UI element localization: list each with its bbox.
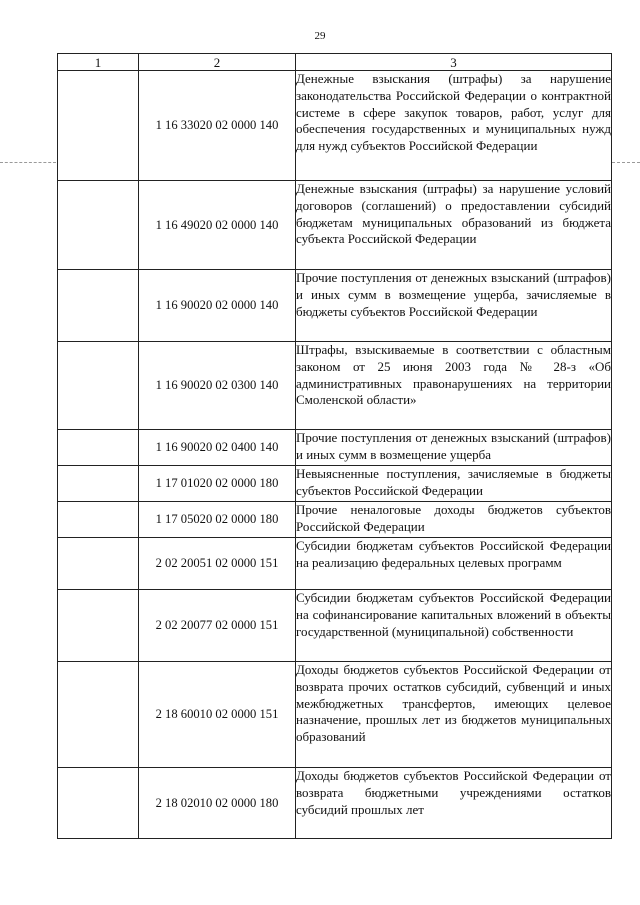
table-row <box>58 71 612 181</box>
row-code: 1 16 90020 02 0400 140 <box>139 430 296 466</box>
row-code: 1 17 01020 02 0000 180 <box>139 466 296 502</box>
scan-artifact-line-left <box>0 162 56 163</box>
row-description: Штрафы, взыскиваемые в соответствии с областным законом от 25 июня 2003 года № 28-з «Об административных правонарушениях на территории Смоленской области» <box>296 342 612 430</box>
table-row <box>58 466 612 502</box>
table-row <box>58 181 612 270</box>
row-code: 2 02 20077 02 0000 151 <box>139 590 296 662</box>
column-header-3: 3 <box>296 54 612 71</box>
table-header-row <box>58 54 612 71</box>
scan-artifact-line-right <box>612 162 640 163</box>
table-row <box>58 662 612 768</box>
row-code: 2 18 02010 02 0000 180 <box>139 768 296 839</box>
row-description: Субсидии бюджетам субъектов Российской Федерации на софинансирование капитальных вложений в объекты государственной (муниципальной) собственности <box>296 590 612 662</box>
row-code: 2 02 20051 02 0000 151 <box>139 538 296 590</box>
row-empty-cell <box>58 466 139 502</box>
row-description: Денежные взыскания (штрафы) за нарушение условий договоров (соглашений) о предоставлении субсидий бюджетам муниципальных образований из бюджета субъекта Российской Федерации <box>296 181 612 270</box>
row-empty-cell <box>58 181 139 270</box>
row-empty-cell <box>58 430 139 466</box>
row-code: 1 16 33020 02 0000 140 <box>139 71 296 181</box>
table-row <box>58 502 612 538</box>
row-description: Прочие поступления от денежных взысканий (штрафов) и иных сумм в возмещение ущерба, зачисляемые в бюджеты субъектов Российской Федерации <box>296 270 612 342</box>
row-empty-cell <box>58 768 139 839</box>
row-empty-cell <box>58 342 139 430</box>
row-description: Субсидии бюджетам субъектов Российской Федерации на реализацию федеральных целевых программ <box>296 538 612 590</box>
column-header-1: 1 <box>58 54 139 71</box>
row-code: 2 18 60010 02 0000 151 <box>139 662 296 768</box>
page-number: 29 <box>314 30 326 42</box>
table-row <box>58 270 612 342</box>
row-description: Денежные взыскания (штрафы) за нарушение законодательства Российской Федерации о контрактной системе в сфере закупок товаров, работ, услуг для обеспечения государственных и муниципальных нужд для нужд субъектов Российской Федерации <box>296 71 612 181</box>
table-row <box>58 538 612 590</box>
row-empty-cell <box>58 502 139 538</box>
table-row <box>58 768 612 839</box>
row-description: Доходы бюджетов субъектов Российской Федерации от возврата бюджетными учреждениями остатков субсидий прошлых лет <box>296 768 612 839</box>
row-description: Доходы бюджетов субъектов Российской Федерации от возврата прочих остатков субсидий, субвенций и иных межбюджетных трансфертов, имеющих целевое назначение, прошлых лет из бюджетов муниципальных образований <box>296 662 612 768</box>
revenue-codes-table <box>57 53 612 839</box>
row-description: Прочие неналоговые доходы бюджетов субъектов Российской Федерации <box>296 502 612 538</box>
row-empty-cell <box>58 662 139 768</box>
row-empty-cell <box>58 71 139 181</box>
table-row <box>58 590 612 662</box>
table-row <box>58 430 612 466</box>
table-row <box>58 342 612 430</box>
row-description: Прочие поступления от денежных взысканий (штрафов) и иных сумм в возмещение ущерба <box>296 430 612 466</box>
row-code: 1 16 90020 02 0000 140 <box>139 270 296 342</box>
row-code: 1 17 05020 02 0000 180 <box>139 502 296 538</box>
column-header-2: 2 <box>139 54 296 71</box>
row-empty-cell <box>58 538 139 590</box>
row-code: 1 16 90020 02 0300 140 <box>139 342 296 430</box>
row-code: 1 16 49020 02 0000 140 <box>139 181 296 270</box>
row-empty-cell <box>58 270 139 342</box>
row-empty-cell <box>58 590 139 662</box>
row-description: Невыясненные поступления, зачисляемые в бюджеты субъектов Российской Федерации <box>296 466 612 502</box>
